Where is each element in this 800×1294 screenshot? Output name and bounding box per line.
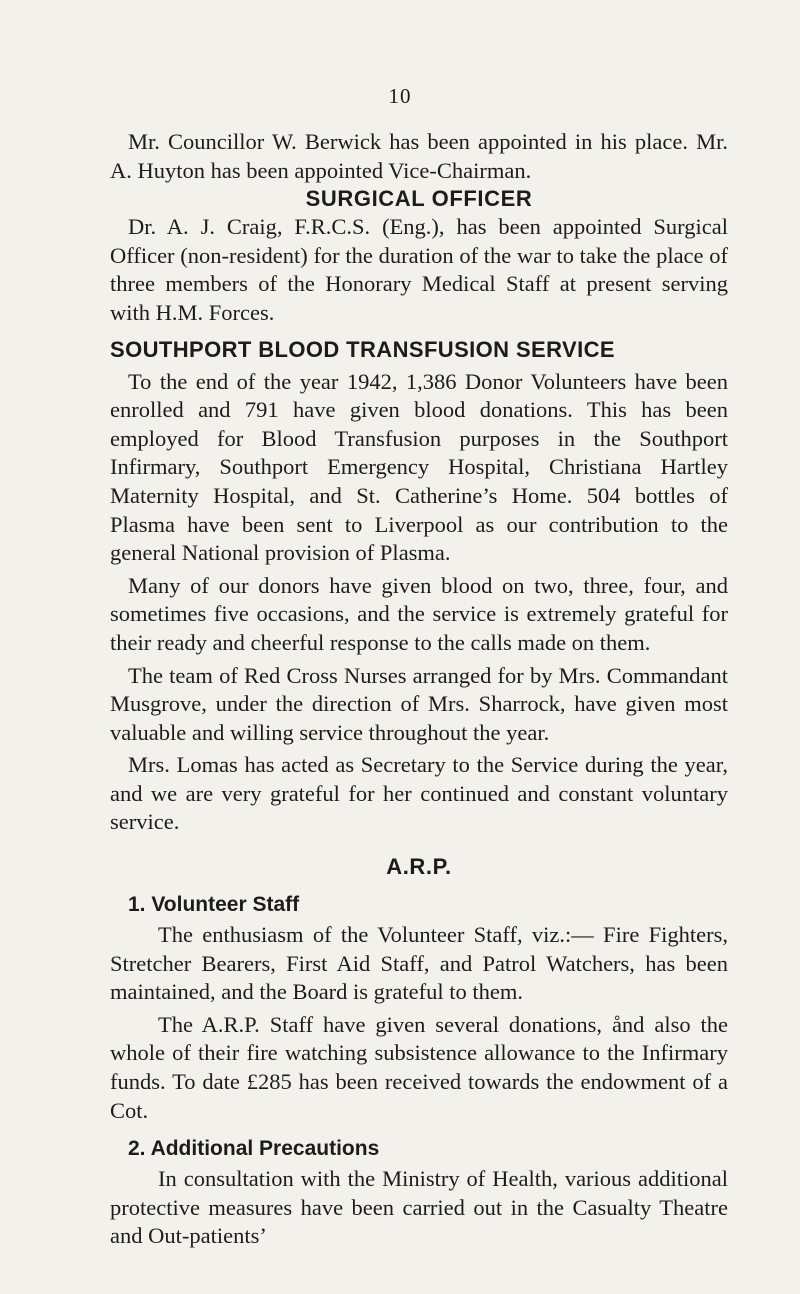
volunteer-paragraph-2: The A.R.P. Staff have given several donations, ånd also the whole of their fire watching subsistence allowance to the Infirmary funds. To date £285 has been received towards the endowment of a Cot. <box>110 1011 728 1123</box>
arp-heading: A.R.P. <box>386 854 452 880</box>
blood-paragraph-3: The team of Red Cross Nurses arranged for by Mrs. Commandant Musgrove, under the direction of Mrs. Sharrock, have given most valuable and willing service throughout the year. <box>110 662 728 745</box>
page-number: 10 <box>388 84 412 108</box>
document-body <box>110 128 728 1251</box>
blood-paragraph-1: To the end of the year 1942, 1,386 Donor Volunteers have been enrolled and 791 have given blood donations. This has been employed for Blood Transfusion purposes in the Southport Infirmary, Southport Emergency Hospital, Christiana Hartley Maternity Hospital, and St. Catherine’s Home. 504 bottles of Plasma have been sent to Liverpool as our contribution to the general National provision of Plasma. <box>110 368 728 566</box>
blood-paragraph-2: Many of our donors have given blood on two, three, four, and sometimes five occasions, and the service is extremely grateful for their ready and cheerful response to the calls made on them. <box>110 572 728 655</box>
volunteer-staff-heading: 1. Volunteer Staff <box>128 893 300 917</box>
blood-transfusion-heading: SOUTHPORT BLOOD TRANSFUSION SERVICE <box>110 336 615 362</box>
volunteer-paragraph-1: The enthusiasm of the Volunteer Staff, viz.:— Fire Fighters, Stretcher Bearers, First Aid Staff, and Patrol Watchers, has been maintained, and the Board is grateful to them. <box>110 922 728 1005</box>
intro-paragraph: Mr. Councillor W. Berwick has been appointed in his place. Mr. A. Huyton has been appointed Vice-Chairman. <box>110 129 728 183</box>
blood-paragraph-4: Mrs. Lomas has acted as Secretary to the Service during the year, and we are very grateful for her continued and constant voluntary service. <box>110 752 728 835</box>
surgical-officer-heading: SURGICAL OFFICER <box>305 186 533 212</box>
surgical-officer-paragraph: Dr. A. J. Craig, F.R.C.S. (Eng.), has been appointed Surgical Officer (non-resident) for the duration of the war to take the place of three members of the Honorary Medical Staff at present serving with H.M. Forces. <box>110 214 728 325</box>
additional-precautions-heading: 2. Additional Precautions <box>128 1137 380 1161</box>
precautions-paragraph-1: In consultation with the Ministry of Health, various additional protective measures have been carried out in the Casualty Theatre and Out-patients’ <box>110 1166 728 1249</box>
